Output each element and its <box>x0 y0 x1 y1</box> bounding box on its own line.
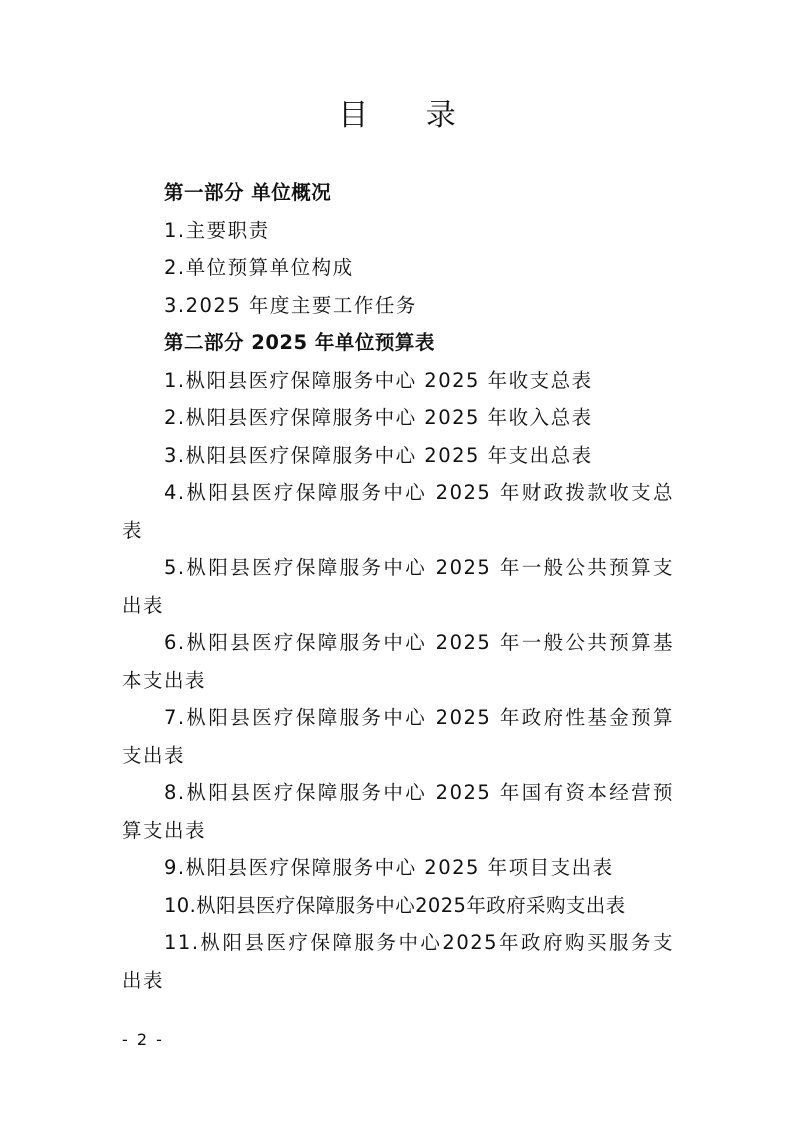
toc-entry: 4.枞阳县医疗保障服务中心 2025 年财政拨款收支总表 <box>122 481 674 542</box>
page-title: 目 录 <box>338 98 480 133</box>
toc-entry: 9.枞阳县医疗保障服务中心 2025 年项目支出表 <box>164 856 614 879</box>
toc-entry: 10.枞阳县医疗保障服务中心2025年政府采购支出表 <box>164 893 626 917</box>
toc-entry: 5.枞阳县医疗保障服务中心 2025 年一般公共预算支出表 <box>122 556 674 617</box>
table-of-contents <box>122 174 674 999</box>
toc-entry: 3.枞阳县医疗保障服务中心 2025 年支出总表 <box>164 443 593 467</box>
toc-entry: 2.单位预算单位构成 <box>164 256 354 279</box>
toc-heading-part-one: 第一部分 单位概况 <box>164 181 332 204</box>
toc-entry: 6.枞阳县医疗保障服务中心 2025 年一般公共预算基本支出表 <box>122 631 674 692</box>
toc-entry: 3.2025 年度主要工作任务 <box>164 293 417 317</box>
page-number: - 2 - <box>122 1030 164 1049</box>
toc-entry: 7.枞阳县医疗保障服务中心 2025 年政府性基金预算支出表 <box>122 706 674 767</box>
toc-entry: 8.枞阳县医疗保障服务中心 2025 年国有资本经营预算支出表 <box>122 781 674 842</box>
toc-entry: 1.枞阳县医疗保障服务中心 2025 年收支总表 <box>164 368 593 392</box>
toc-entry: 11.枞阳县医疗保障服务中心2025年政府购买服务支出表 <box>122 931 674 992</box>
toc-entry: 2.枞阳县医疗保障服务中心 2025 年收入总表 <box>164 406 593 429</box>
toc-entry: 1.主要职责 <box>164 218 270 242</box>
toc-heading-part-two: 第二部分 2025 年单位预算表 <box>164 331 435 354</box>
